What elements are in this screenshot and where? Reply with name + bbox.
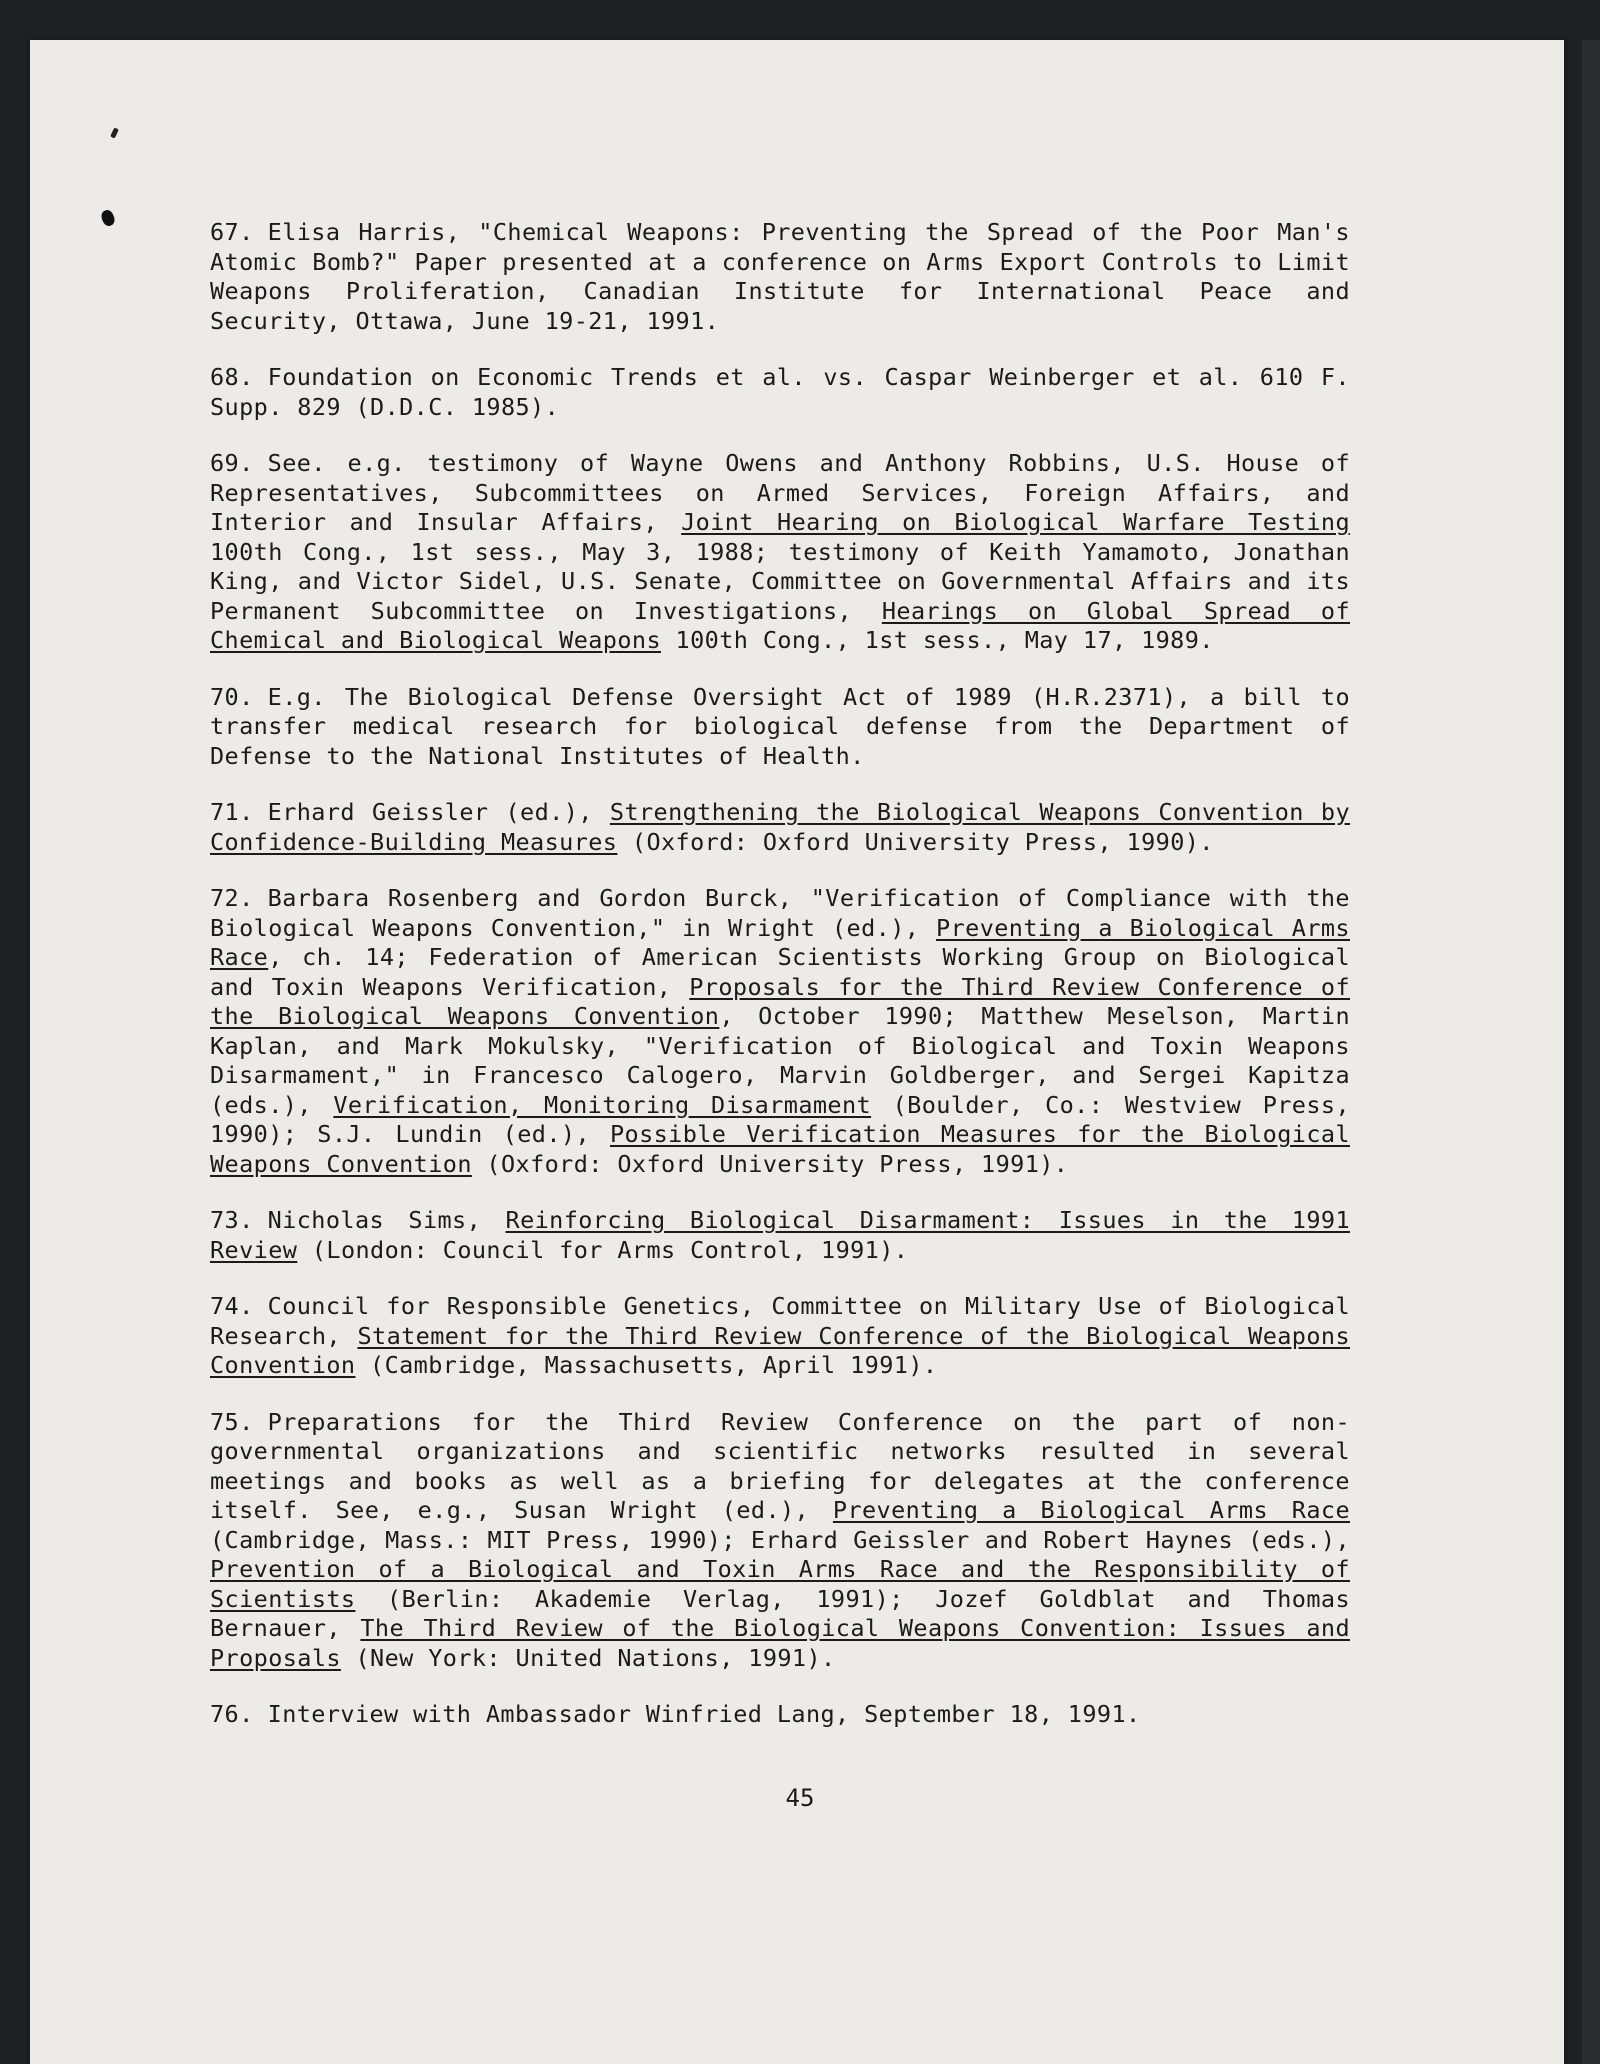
endnote-text: Nicholas Sims, [267, 1206, 506, 1234]
endnote-text: (Cambridge, Massachusetts, April 1991). [355, 1351, 938, 1379]
endnote-title: The Third Review of the Biological Weapons Convention: Issues and Proposals [210, 1614, 1350, 1672]
endnote-text: , October 1990; Matthew Meselson, Martin Kaplan, and Mark Mokulsky, "Verification of Biological and Toxin Weapons Disarmament," in Francesco Calogero, Marvin Goldberger, and Sergei Kapitza (eds.), [210, 1002, 1351, 1119]
endnote-number: 73. [210, 1206, 254, 1234]
endnote [210, 218, 1350, 336]
endnote-title: Proposals for the Third Review Conference of the Biological Weapons Convention [210, 972, 1350, 1030]
endnote [210, 884, 1350, 1179]
scan-background-edge [1582, 40, 1600, 2064]
endnote [210, 1700, 1350, 1730]
endnote-title: Hearings on Global Spread of Chemical and Biological Weapons [210, 596, 1350, 654]
endnotes-list [210, 218, 1350, 1757]
endnote-text: 100th Cong., 1st sess., May 17, 1989. [661, 626, 1214, 654]
endnote-title: Reinforcing Biological Disarmament: Issues in the 1991 Review [210, 1206, 1350, 1264]
endnote-title: Possible Verification Measures for the Biological Weapons Convention [210, 1120, 1350, 1178]
endnote [210, 1408, 1350, 1674]
endnote-number: 72. [210, 884, 254, 912]
endnote-text: Foundation on Economic Trends et al. vs. Caspar Weinberger et al. 610 F. Supp. 829 (D.D.C. 1985). [210, 363, 1350, 421]
endnote-number: 74. [210, 1292, 254, 1320]
endnote-title: Preventing a Biological Arms Race [832, 1496, 1350, 1524]
endnote-number: 71. [210, 798, 254, 826]
endnote [210, 1206, 1350, 1265]
endnote-number: 68. [210, 363, 254, 391]
endnote-text: E.g. The Biological Defense Oversight Act of 1989 (H.R.2371), a bill to transfer medical research for biological defense from the Department of Defense to the National Institutes of Health. [210, 682, 1350, 770]
endnote-title: Verification, Monitoring Disarmament [333, 1090, 872, 1119]
endnote-number: 70. [210, 682, 254, 711]
endnote-text: (Oxford: Oxford University Press, 1990). [617, 827, 1214, 856]
endnote-title: Preventing a Biological Arms Race [210, 913, 1350, 971]
page-number: 45 [785, 1784, 815, 1812]
endnote-text: Interview with Ambassador Winfried Lang, September 18, 1991. [267, 1700, 1141, 1728]
endnote [210, 683, 1350, 772]
endnote-number: 69. [210, 449, 254, 477]
endnote-text: (New York: United Nations, 1991). [340, 1643, 836, 1672]
endnote [210, 798, 1350, 857]
endnote-text: , ch. 14; Federation of American Scientists Working Group on Biological and Toxin Weapons Verification, [210, 943, 1350, 1001]
endnote-title: Strengthening the Biological Weapons Convention by Confidence-Building Measures [210, 798, 1350, 856]
endnote-number: 76. [210, 1700, 254, 1728]
endnote-number: 75. [210, 1407, 254, 1436]
endnote [210, 1292, 1350, 1381]
endnote-title: Statement for the Third Review Conference of the Biological Weapons Convention [210, 1321, 1351, 1379]
endnote-text: (Berlin: Akademie Verlag, 1991); Jozef Goldblat and Thomas Bernauer, [210, 1584, 1350, 1642]
endnote-text: (Cambridge, Mass.: MIT Press, 1990); Erhard Geissler and Robert Haynes (eds.), [210, 1525, 1350, 1554]
endnote-text: Preparations for the Third Review Conference on the part of non-governmental organizations and scientific networks resulted in several meetings and books as well as a briefing for delegates at the conference itself. See, e.g., Susan Wright (ed.), [210, 1407, 1350, 1524]
endnote-number: 67. [210, 218, 254, 246]
endnote-text: Council for Responsible Genetics, Committee on Military Use of Biological Research, [210, 1292, 1350, 1350]
endnote-text: Barbara Rosenberg and Gordon Burck, "Verification of Compliance with the Biological Weapons Convention," in Wright (ed.), [210, 884, 1350, 942]
endnote-title: Prevention of a Biological and Toxin Arms Race and the Responsibility of Scientists [210, 1555, 1350, 1613]
endnote-text: Erhard Geissler (ed.), [267, 798, 610, 826]
endnote-text: (Boulder, Co.: Westview Press, 1990); S.J. Lundin (ed.), [210, 1090, 1350, 1148]
endnote-text: 100th Cong., 1st sess., May 3, 1988; testimony of Keith Yamamoto, Jonathan King, and Victor Sidel, U.S. Senate, Committee on Governmental Affairs and its Permanent Subcommittee on Investigations, [210, 537, 1350, 625]
endnote-text: (London: Council for Arms Control, 1991). [297, 1235, 909, 1264]
endnote-text: (Oxford: Oxford University Press, 1991). [471, 1149, 1069, 1178]
endnote [210, 363, 1350, 422]
endnote [210, 449, 1350, 656]
endnote-text: Elisa Harris, "Chemical Weapons: Preventing the Spread of the Poor Man's Atomic Bomb?" Paper presented at a conference on Arms Export Controls to Limit Weapons Proliferation, Canadian Institute for International Peace and Security, Ottawa, June 19-21, 1991. [210, 218, 1350, 335]
endnote-text: See. e.g. testimony of Wayne Owens and Anthony Robbins, U.S. House of Representatives, Subcommittees on Armed Services, Foreign Affairs, and Interior and Insular Affairs, [210, 449, 1350, 536]
endnote-title: Joint Hearing on Biological Warfare Testing [681, 508, 1350, 536]
